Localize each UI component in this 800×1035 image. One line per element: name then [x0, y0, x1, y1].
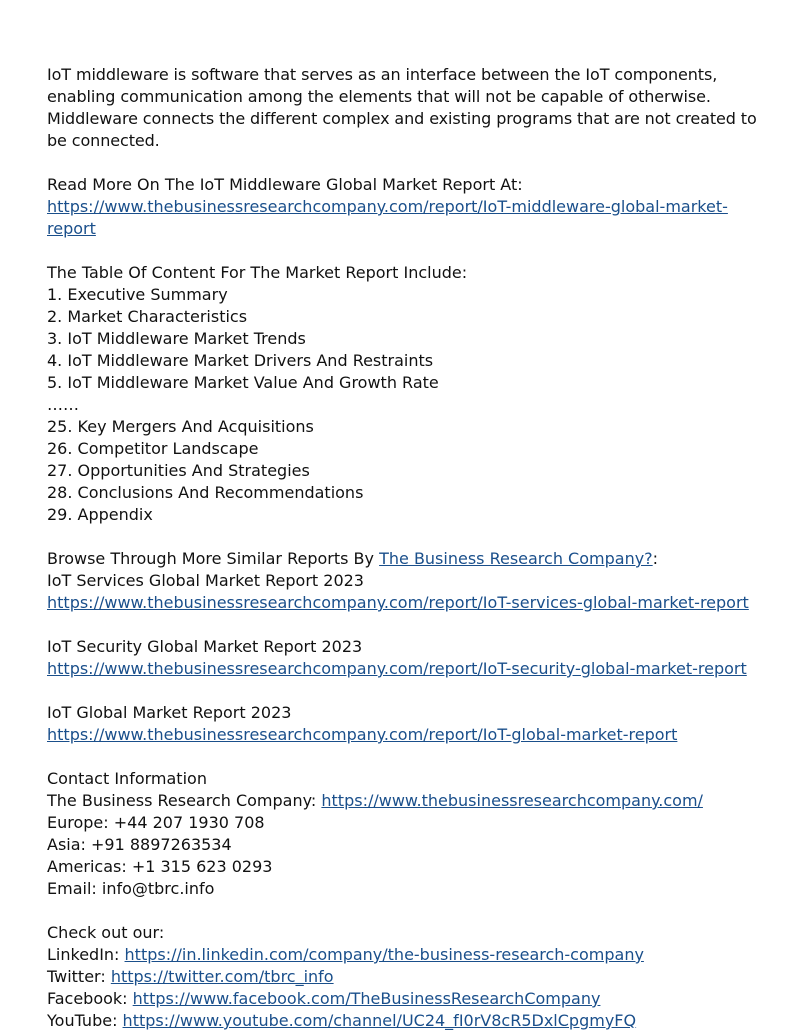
- youtube-line: [47, 1010, 767, 1032]
- linkedin-label: LinkedIn:: [47, 945, 125, 964]
- report-title: IoT Security Global Market Report 2023: [47, 637, 363, 656]
- toc-item: 27. Opportunities And Strategies: [47, 461, 310, 480]
- phone-americas: Americas: +1 315 623 0293: [47, 857, 273, 876]
- report-link[interactable]: https://www.thebusinessresearchcompany.com/report/IoT-services-global-market-report: [47, 593, 749, 612]
- toc-ellipsis: ……: [47, 395, 79, 414]
- report-title: IoT Services Global Market Report 2023: [47, 571, 364, 590]
- contact-heading: Contact Information: [47, 769, 207, 788]
- toc-list: [47, 284, 767, 526]
- browse-suffix: :: [652, 549, 659, 568]
- facebook-line: [47, 988, 767, 1010]
- read-more-label: Read More On The IoT Middleware Global Market Report At:: [47, 175, 523, 194]
- youtube-link[interactable]: https://www.youtube.com/channel/UC24_fI0rV8cR5DxlCpgmyFQ: [122, 1011, 637, 1030]
- social-heading: Check out our:: [47, 923, 165, 942]
- toc-item: 3. IoT Middleware Market Trends: [47, 329, 306, 348]
- facebook-label: Facebook:: [47, 989, 133, 1008]
- twitter-label: Twitter:: [47, 967, 111, 986]
- toc-item: 28. Conclusions And Recommendations: [47, 483, 364, 502]
- company-website-link[interactable]: https://www.thebusinessresearchcompany.com/: [321, 791, 703, 810]
- email-line: Email: info@tbrc.info: [47, 879, 215, 898]
- linkedin-line: [47, 944, 767, 966]
- toc-item: 2. Market Characteristics: [47, 307, 248, 326]
- company-label: The Business Research Company:: [47, 791, 322, 810]
- toc-heading: The Table Of Content For The Market Report Include:: [47, 263, 468, 282]
- document-page: [47, 64, 767, 1032]
- company-line: [47, 790, 767, 812]
- browse-line: [47, 548, 767, 570]
- youtube-label: YouTube:: [47, 1011, 123, 1030]
- toc-item: 25. Key Mergers And Acquisitions: [47, 417, 314, 436]
- report-title: IoT Global Market Report 2023: [47, 703, 292, 722]
- facebook-link[interactable]: https://www.facebook.com/TheBusinessResearchCompany: [132, 989, 601, 1008]
- linkedin-link[interactable]: https://in.linkedin.com/company/the-business-research-company: [124, 945, 644, 964]
- browse-prefix: Browse Through More Similar Reports By: [47, 549, 380, 568]
- intro-paragraph: IoT middleware is software that serves as an interface between the IoT components, enabling communication among the elements that will not be capable of otherwise. Middleware connects the different complex and existing programs that are not created to be connected.: [47, 65, 757, 150]
- twitter-line: [47, 966, 767, 988]
- phone-europe: Europe: +44 207 1930 708: [47, 813, 265, 832]
- toc-item: 1. Executive Summary: [47, 285, 228, 304]
- toc-item: 5. IoT Middleware Market Value And Growth Rate: [47, 373, 439, 392]
- report-link[interactable]: https://www.thebusinessresearchcompany.com/report/IoT-global-market-report: [47, 725, 678, 744]
- report-link[interactable]: https://www.thebusinessresearchcompany.com/report/IoT-security-global-market-report: [47, 659, 747, 678]
- company-link[interactable]: The Business Research Company?: [379, 549, 653, 568]
- twitter-link[interactable]: https://twitter.com/tbrc_info: [110, 967, 334, 986]
- toc-item: 4. IoT Middleware Market Drivers And Restraints: [47, 351, 434, 370]
- phone-asia: Asia: +91 8897263534: [47, 835, 232, 854]
- toc-item: 26. Competitor Landscape: [47, 439, 259, 458]
- toc-item: 29. Appendix: [47, 505, 153, 524]
- read-more-link[interactable]: https://www.thebusinessresearchcompany.com/report/IoT-middleware-global-market-report: [47, 197, 728, 238]
